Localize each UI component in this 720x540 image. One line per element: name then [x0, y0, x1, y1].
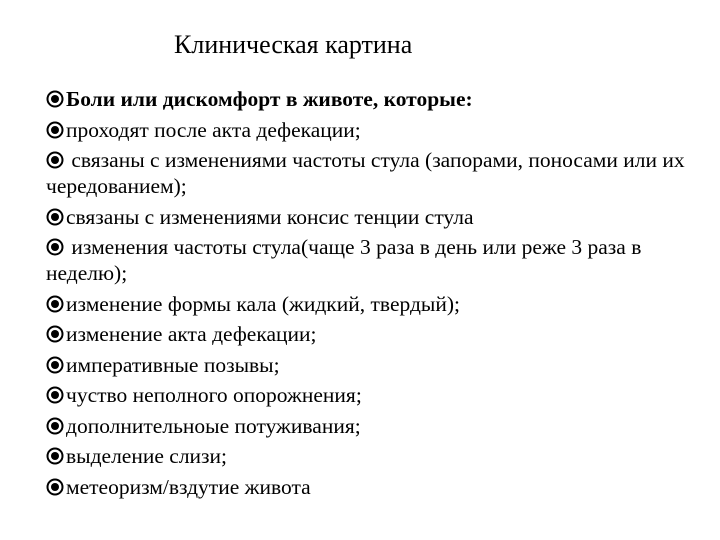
list-item-text: проходят после акта дефекации;	[66, 117, 361, 142]
list-item-text: чуство неполного опорожнения;	[66, 383, 362, 407]
list-item-text: Боли или дискомфорт в животе, которые:	[66, 87, 473, 111]
list-item	[46, 234, 706, 286]
list-item-text: изменения частоты стула(чаще 3 раза в день или реже 3 раза в неделю);	[46, 235, 642, 285]
circled-dot-bullet-icon	[46, 356, 64, 374]
list-item	[46, 321, 706, 347]
list-item	[46, 352, 706, 378]
circled-dot-bullet-icon	[46, 208, 64, 226]
list-item-text: дополнительноые потуживания;	[66, 413, 361, 438]
circled-dot-bullet-icon	[46, 295, 64, 313]
list-item	[46, 413, 706, 439]
list-item	[46, 204, 706, 230]
list-item	[46, 117, 706, 143]
list-item	[46, 147, 706, 199]
list-item-text: императивные позывы;	[66, 352, 280, 377]
list-item	[46, 382, 706, 408]
list-item-text: связаны с изменениями частоты стула (запорами, поносами или их чередованием);	[46, 148, 685, 198]
circled-dot-bullet-icon	[46, 238, 64, 256]
bullet-list	[46, 86, 706, 504]
circled-dot-bullet-icon	[46, 447, 64, 465]
list-item	[46, 443, 706, 469]
circled-dot-bullet-icon	[46, 417, 64, 435]
list-item	[46, 86, 706, 112]
circled-dot-bullet-icon	[46, 151, 64, 169]
list-item-text: метеоризм/вздутие живота	[66, 474, 311, 499]
list-item	[46, 291, 706, 317]
circled-dot-bullet-icon	[46, 478, 64, 496]
list-item-text: связаны с изменениями консис тенции стула	[66, 204, 474, 229]
circled-dot-bullet-icon	[46, 121, 64, 139]
list-item-text: изменение формы кала (жидкий, твердый);	[66, 291, 460, 316]
list-item	[46, 474, 706, 500]
slide-title: Клиническая картина	[174, 30, 413, 59]
circled-dot-bullet-icon	[46, 386, 64, 404]
list-item-text: выделение слизи;	[66, 444, 228, 468]
circled-dot-bullet-icon	[46, 90, 64, 108]
circled-dot-bullet-icon	[46, 325, 64, 343]
list-item-text: изменение акта дефекации;	[66, 322, 317, 346]
